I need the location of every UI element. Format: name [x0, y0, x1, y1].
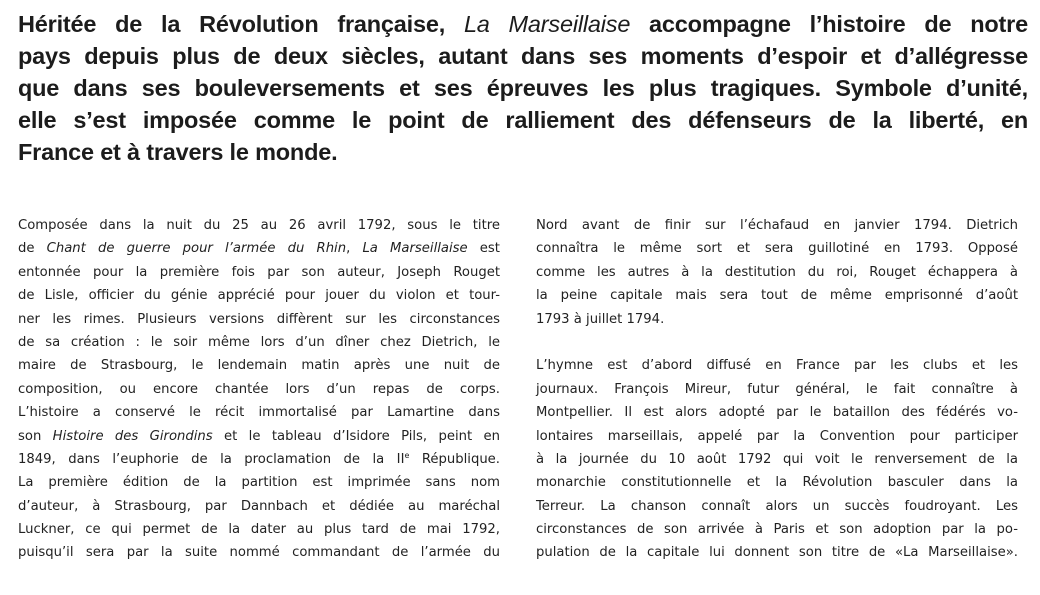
- intro-line: elle s’est imposée comme le point de ralliement des défenseurs de la liberté, en: [18, 107, 1028, 133]
- intro-line: que dans ses bouleversements et ses épreuves les plus tragiques. Symbole d’unité,: [18, 75, 1028, 101]
- paragraph-gap: [536, 331, 1018, 354]
- body-column-left: [18, 214, 500, 565]
- intro-line: pays depuis plus de deux siècles, autant dans ses moments d’espoir et d’allégresse: [18, 43, 1028, 69]
- intro-line: Héritée de la Révolution française, La Marseillaise accompagne l’histoire de notre: [18, 11, 1028, 37]
- body-line: composition, ou encore chantée lors d’un repas de corps.: [18, 381, 500, 397]
- body-line: L’histoire a conservé le récit immortalisé par Lamartine dans: [18, 405, 500, 421]
- body-line: Nord avant de finir sur l’échafaud en janvier 1794. Dietrich: [536, 218, 1018, 233]
- body-line: L’hymne est d’abord diffusé en France par les clubs et les: [536, 358, 1018, 374]
- body-line: de Chant de guerre pour l’armée du Rhin, La Marseillaise est: [18, 241, 500, 257]
- body-line: de Lisle, officier du génie apprécié pour jouer du violon et tour-: [18, 288, 500, 304]
- body-line: journaux. François Mireur, futur général, le fait connaître à: [536, 381, 1018, 397]
- body-line: de sa création : le soir même lors d’un dîner chez Dietrich, le: [18, 334, 500, 350]
- body-line: circonstances de son arrivée à Paris et son adoption par la po-: [536, 522, 1018, 538]
- intro-line: France et à travers le monde.: [18, 139, 338, 165]
- body-line: Composée dans la nuit du 25 au 26 avril 1792, sous le titre: [18, 218, 500, 233]
- body-line: Luckner, ce qui permet de la dater au plus tard de mai 1792,: [18, 522, 500, 538]
- body-line: ner les rimes. Plusieurs versions diffèrent sur les circonstances: [18, 311, 500, 327]
- body-line: entonnée pour la première fois par son auteur, Joseph Rouget: [18, 264, 500, 280]
- body-line: pulation de la capitale lui donnent son titre de «La Marseillaise».: [536, 545, 1018, 561]
- body-line: Terreur. La chanson connaît alors un succès foudroyant. Les: [536, 498, 1018, 514]
- body-line: Montpellier. Il est alors adopté par le bataillon des fédérés vo-: [536, 405, 1018, 421]
- body-line: la peine capitale mais sera tout de même emprisonné d’août: [536, 288, 1018, 304]
- body-line: monarchie constitutionnelle et la Révolution basculer dans la: [536, 475, 1018, 491]
- body-line: 1793 à juillet 1794.: [536, 311, 665, 327]
- body-line: puisqu’il sera par la suite nommé commandant de l’armée du: [18, 545, 500, 561]
- body-line: connaîtra le même sort et sera guillotiné en 1793. Opposé: [536, 241, 1018, 257]
- body-line: comme les autres à la destitution du roi, Rouget échappera à: [536, 264, 1018, 280]
- body-line: à la journée du 10 août 1792 qui voit le renversement de la: [536, 451, 1018, 467]
- body-line: 1849, dans l’euphorie de la proclamation de la IIe République.: [18, 450, 500, 467]
- body-line: maire de Strasbourg, le lendemain matin après une nuit de: [18, 358, 500, 374]
- body-line: La première édition de la partition est imprimée sans nom: [18, 475, 500, 491]
- body-line: d’auteur, à Strasbourg, par Dannbach et dédiée au maréchal: [18, 498, 500, 514]
- intro-paragraph: [18, 8, 1028, 168]
- body-line: son Histoire des Girondins et le tableau d’Isidore Pils, peint en: [18, 428, 500, 444]
- body-line: lontaires marseillais, appelé par la Convention pour participer: [536, 428, 1018, 444]
- body-column-right: [536, 214, 1018, 565]
